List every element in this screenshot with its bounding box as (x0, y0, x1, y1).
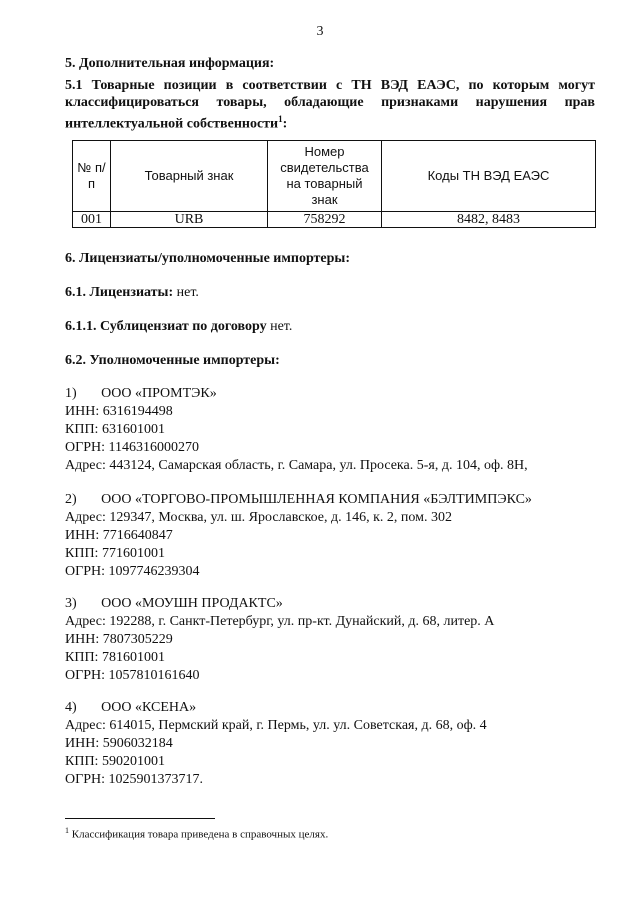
trademark-table (72, 140, 596, 228)
importer-line: ИНН: 7807305229 (65, 632, 173, 647)
footnote-divider (65, 818, 215, 819)
licensees-label: 6.1. Лицензиаты: (65, 285, 174, 300)
importer-line: ИНН: 6316194498 (65, 404, 173, 419)
importers-heading: 6.2. Уполномоченные импортеры: (65, 353, 280, 368)
footnote-mark: 1 (65, 826, 69, 835)
importer-line: ОГРН: 1097746239304 (65, 564, 200, 579)
footnote-text: Классификация товара приведена в справочных целях. (69, 828, 329, 841)
licensees-line (65, 285, 199, 301)
importer-line: Адрес: 192288, г. Санкт-Петербург, ул. пр-кт. Дунайский, д. 68, литер. А (65, 614, 495, 629)
table-header-row (73, 141, 596, 212)
section-5-heading: 5. Дополнительная информация: (65, 56, 275, 71)
section-5-1-text: 5.1 Товарные позиции в соответствии с ТН ВЭД ЕАЭС, по которым могут классифицироваться товары, обладающие признаками нарушения прав интеллектуальной собственности (65, 78, 595, 132)
sublicensee-value: нет. (266, 319, 293, 334)
importer-line: ИНН: 5906032184 (65, 736, 173, 751)
section-5-1-heading (65, 77, 595, 133)
importer-line: КПП: 781601001 (65, 650, 165, 665)
sublicensee-label: 6.1.1. Сублицензиат по договору (65, 319, 267, 334)
importer-title: 4) ООО «КСЕНА» (65, 700, 197, 715)
importer-title: 3) ООО «МОУШН ПРОДАКТС» (65, 596, 283, 611)
footnote (65, 826, 328, 841)
section-6-heading: 6. Лицензиаты/уполномоченные импортеры: (65, 251, 351, 266)
section-5-1-colon: : (282, 116, 288, 132)
importer-line: КПП: 590201001 (65, 754, 165, 769)
importer-line: КПП: 631601001 (65, 422, 165, 437)
table-header-cell: Номер свидетельства на товарный знак (268, 141, 382, 212)
footnote-reference: 1 (278, 114, 283, 124)
importer-line: ОГРН: 1025901373717. (65, 772, 203, 787)
importer-title: 2) ООО «ТОРГОВО-ПРОМЫШЛЕННАЯ КОМПАНИЯ «БЭЛТИМПЭКС» (65, 492, 532, 507)
page-number: 3 (316, 24, 324, 39)
table-header-cell: Товарный знак (111, 141, 268, 212)
importer-line: ОГРН: 1146316000270 (65, 440, 199, 455)
importer-line: Адрес: 614015, Пермский край, г. Пермь, ул. ул. Советская, д. 68, оф. 4 (65, 718, 487, 733)
table-cell: URB (111, 212, 268, 228)
importer-line: Адрес: 129347, Москва, ул. ш. Ярославское, д. 146, к. 2, пом. 302 (65, 510, 452, 525)
importer-line: Адрес: 443124, Самарская область, г. Самара, ул. Просека. 5-я, д. 104, оф. 8Н, (65, 458, 528, 473)
importer-line: КПП: 771601001 (65, 546, 165, 561)
table-cell: 001 (73, 212, 111, 228)
table-cell: 758292 (268, 212, 382, 228)
importer-line: ОГРН: 1057810161640 (65, 668, 200, 683)
table-header-cell: Коды ТН ВЭД ЕАЭС (382, 141, 596, 212)
sublicensee-line (65, 319, 292, 335)
table-row (73, 212, 596, 228)
importer-line: ИНН: 7716640847 (65, 528, 173, 543)
importer-title: 1) ООО «ПРОМТЭК» (65, 386, 217, 401)
table-cell: 8482, 8483 (382, 212, 596, 228)
table-header-cell: № п/п (73, 141, 111, 212)
licensees-value: нет. (173, 285, 199, 300)
